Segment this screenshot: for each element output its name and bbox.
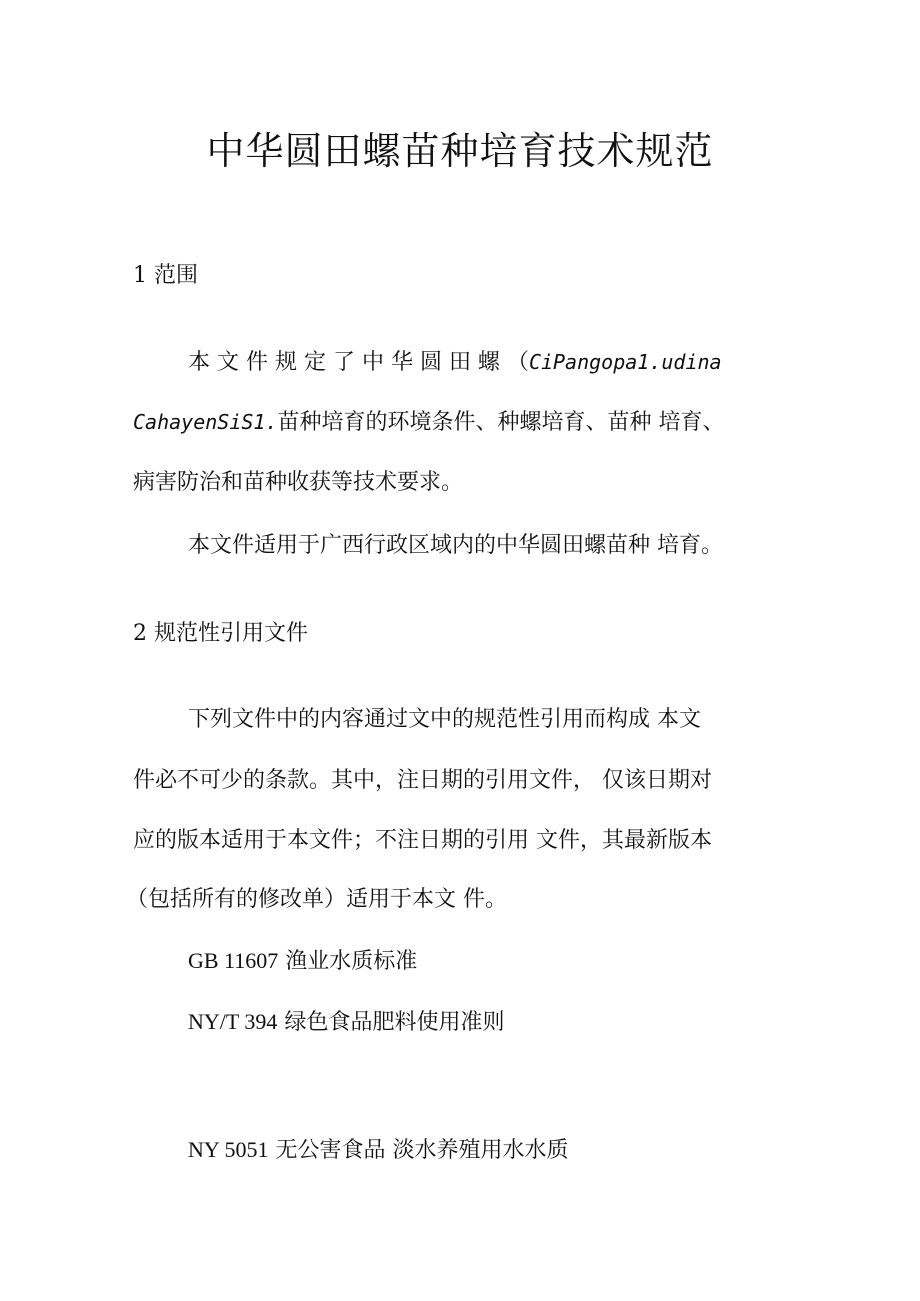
section-heading-normative-references: 2 规范性引用文件: [133, 621, 308, 646]
scope-paragraph-line-3: 病害防治和苗种收获等技术要求。: [133, 470, 464, 495]
scope-line-2-text: 苗种培育的环境条件、种螺培育、苗种 培育、: [277, 410, 725, 435]
references-paragraph-line-3: 应的版本适用于本文件；不注日期的引用 文件，其最新版本: [133, 828, 712, 853]
reference-name: 无公害食品 淡水养殖用水水质: [275, 1138, 569, 1163]
reference-item: [188, 945, 417, 978]
scope-paragraph-line-1: [188, 346, 722, 379]
latin-name-part-1: CiPangopa1.udina: [528, 350, 722, 374]
reference-item: [188, 1006, 504, 1039]
latin-name-part-2: CahayenSiS1.: [133, 410, 278, 434]
reference-item: [188, 1134, 568, 1167]
section-heading-scope: 1 范围: [133, 263, 198, 288]
references-paragraph-line-4: （包括所有的修改单）适用于本文 件。: [126, 887, 507, 912]
reference-name: 渔业水质标准: [285, 949, 418, 974]
scope-paragraph-line-2: [133, 406, 725, 439]
document-title: 中华圆田螺苗种培育技术规范: [206, 129, 714, 173]
scope-applicability-paragraph: 本文件适用于广西行政区域内的中华圆田螺苗种 培育。: [188, 533, 723, 558]
references-paragraph-line-1: 下列文件中的内容通过文中的规范性引用而构成 本文: [188, 707, 701, 732]
references-paragraph-line-2: 件必不可少的条款。其中，注日期的引用文件， 仅该日期对: [133, 768, 712, 793]
reference-code: GB 11607: [188, 948, 279, 973]
reference-code: NY 5051: [188, 1137, 269, 1162]
scope-line-1-text: 本 文 件 规 定 了 中 华 圆 田 螺 （: [188, 350, 529, 375]
reference-name: 绿色食品肥料使用准则: [284, 1010, 505, 1035]
reference-code: NY/T 394: [188, 1009, 278, 1034]
